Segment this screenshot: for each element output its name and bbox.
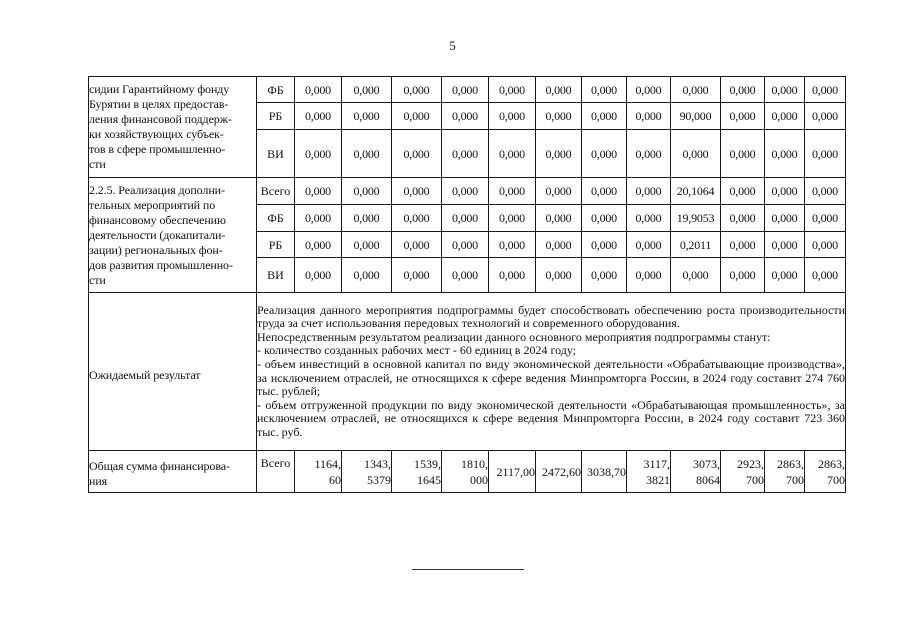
funding-source-cell: РБ [257,232,295,258]
value-cell: 0,000 [342,77,392,103]
measure-name-cell: 2.2.5. Реализация дополни- тельных мероприятий по финансовому обеспечению деятельности (докапитали- зации) региональных фон- дов развития промышленно- сти [89,178,257,293]
expected-result-line: Реализация данного мероприятия подпрограммы будет способствовать обеспечению роста производительности труда за счет использования передовых технологий и современного оборудования. [257,302,845,331]
value-cell: 0,000 [392,178,442,205]
value-cell: 0,000 [805,178,846,205]
value-cell: 0,000 [295,103,342,130]
value-cell: 0,000 [805,258,846,293]
value-cell: 0,000 [536,77,582,103]
value-cell: 0,000 [442,232,489,258]
value-cell: 0,000 [765,178,805,205]
value-cell: 0,000 [582,130,627,178]
total-value-cell: 1810, 000 [442,451,489,493]
value-cell: 0,000 [536,178,582,205]
expected-result-line: - объем отгруженной продукции по виду экономической деятельности «Обрабатывающая промышленность», за исключением отраслей, не относящихся к сфере ведения Минпромторга России, в 2024 году составит 723 360 тыс. руб. [257,397,845,439]
total-value-cell: 1164, 60 [295,451,342,493]
total-value-cell: 1343, 5379 [342,451,392,493]
value-cell: 0,000 [765,77,805,103]
value-cell: 0,000 [342,130,392,178]
value-cell: 0,000 [536,258,582,293]
total-value-cell: 2923, 700 [721,451,765,493]
total-value-cell: 2863, 700 [805,451,846,493]
value-cell: 0,000 [536,232,582,258]
value-cell: 0,000 [721,77,765,103]
value-cell: 0,000 [342,178,392,205]
value-cell: 0,000 [627,258,671,293]
value-cell: 0,000 [805,205,846,232]
value-cell: 0,000 [442,178,489,205]
total-value-cell: 2117,00 [489,451,536,493]
value-cell: 0,000 [442,205,489,232]
value-cell: 0,000 [295,77,342,103]
value-cell: 19,9053 [671,205,721,232]
value-cell: 0,000 [392,205,442,232]
expected-result-line: Непосредственным результатом реализации данного основного мероприятия подпрограммы станут: [257,329,771,344]
total-value-cell: 3073, 8064 [671,451,721,493]
value-cell: 0,000 [805,130,846,178]
value-cell: 0,000 [295,258,342,293]
total-value-cell: 2472,60 [536,451,582,493]
value-cell: 0,000 [805,103,846,130]
value-cell: 0,000 [582,258,627,293]
value-cell: 0,000 [765,130,805,178]
total-value-cell: 3038,70 [582,451,627,493]
value-cell: 0,000 [671,77,721,103]
value-cell: 0,000 [489,130,536,178]
total-value-cell: 2863, 700 [765,451,805,493]
table-row [89,77,846,103]
value-cell: 0,000 [489,258,536,293]
value-cell: 0,000 [489,103,536,130]
value-cell: 0,000 [392,130,442,178]
value-cell: 0,000 [442,130,489,178]
expected-result-line: - объем инвестиций в основной капитал по виду экономической деятельности «Обрабатывающие производства», за исключением отраслей, не относящихся к сфере ведения Минпромторга России, в 2024 году составит 274 760 тыс. рублей; [257,356,845,399]
value-cell: 0,000 [392,103,442,130]
value-cell: 0,000 [342,232,392,258]
value-cell: 0,000 [721,232,765,258]
value-cell: 0,000 [627,205,671,232]
expected-result-line: - количество созданных рабочих мест - 60 единиц в 2024 году; [257,343,577,358]
value-cell: 0,000 [805,232,846,258]
total-value-cell: 3117, 3821 [627,451,671,493]
table-row [89,178,846,205]
funding-source-cell: ФБ [257,205,295,232]
total-value-cell: 1539, 1645 [392,451,442,493]
value-cell: 0,000 [721,130,765,178]
value-cell: 0,000 [721,258,765,293]
value-cell: 0,000 [582,232,627,258]
value-cell: 0,000 [295,232,342,258]
value-cell: 0,000 [295,130,342,178]
value-cell: 0,000 [671,258,721,293]
value-cell: 0,000 [489,77,536,103]
value-cell: 0,000 [392,77,442,103]
value-cell: 0,000 [392,258,442,293]
total-label: Общая сумма финансирова- ния [89,451,257,493]
funding-source-cell: РБ [257,103,295,130]
value-cell: 0,000 [295,178,342,205]
value-cell: 0,000 [342,258,392,293]
value-cell: 0,000 [721,103,765,130]
financing-table [88,76,846,493]
value-cell: 0,000 [721,178,765,205]
funding-source-cell: ВИ [257,130,295,178]
value-cell: 0,000 [489,178,536,205]
expected-result-text [257,293,846,451]
value-cell: 0,000 [582,178,627,205]
value-cell: 0,000 [765,258,805,293]
value-cell: 0,000 [627,130,671,178]
value-cell: 0,000 [536,205,582,232]
value-cell: 0,000 [627,103,671,130]
funding-source-cell: ВИ [257,258,295,293]
funding-source-cell: Всего [257,178,295,205]
value-cell: 0,000 [765,232,805,258]
value-cell: 0,000 [765,103,805,130]
value-cell: 0,2011 [671,232,721,258]
value-cell: 20,1064 [671,178,721,205]
value-cell: 0,000 [536,103,582,130]
value-cell: 0,000 [295,205,342,232]
page-number: 5 [449,38,456,53]
value-cell: 0,000 [536,130,582,178]
value-cell: 90,000 [671,103,721,130]
value-cell: 0,000 [442,258,489,293]
expected-result-label: Ожидаемый результат [89,293,257,451]
value-cell: 0,000 [627,232,671,258]
value-cell: 0,000 [582,205,627,232]
funding-source-cell: ФБ [257,77,295,103]
value-cell: 0,000 [442,103,489,130]
value-cell: 0,000 [392,232,442,258]
total-row [89,451,846,493]
measure-name-cell: сидии Гарантийному фонду Бурятии в целях предостав- ления финансовой поддерж- ки хозяйствующих субъек- тов в сфере промышленно- сти [89,77,257,178]
value-cell: 0,000 [671,130,721,178]
value-cell: 0,000 [489,232,536,258]
value-cell: 0,000 [582,103,627,130]
value-cell: 0,000 [489,205,536,232]
value-cell: 0,000 [342,205,392,232]
value-cell: 0,000 [342,103,392,130]
value-cell: 0,000 [805,77,846,103]
total-source-cell: Всего [257,451,295,493]
value-cell: 0,000 [765,205,805,232]
value-cell: 0,000 [627,178,671,205]
value-cell: 0,000 [721,205,765,232]
expected-result-row [89,293,846,451]
footnote-divider [412,569,524,570]
value-cell: 0,000 [582,77,627,103]
value-cell: 0,000 [442,77,489,103]
value-cell: 0,000 [627,77,671,103]
